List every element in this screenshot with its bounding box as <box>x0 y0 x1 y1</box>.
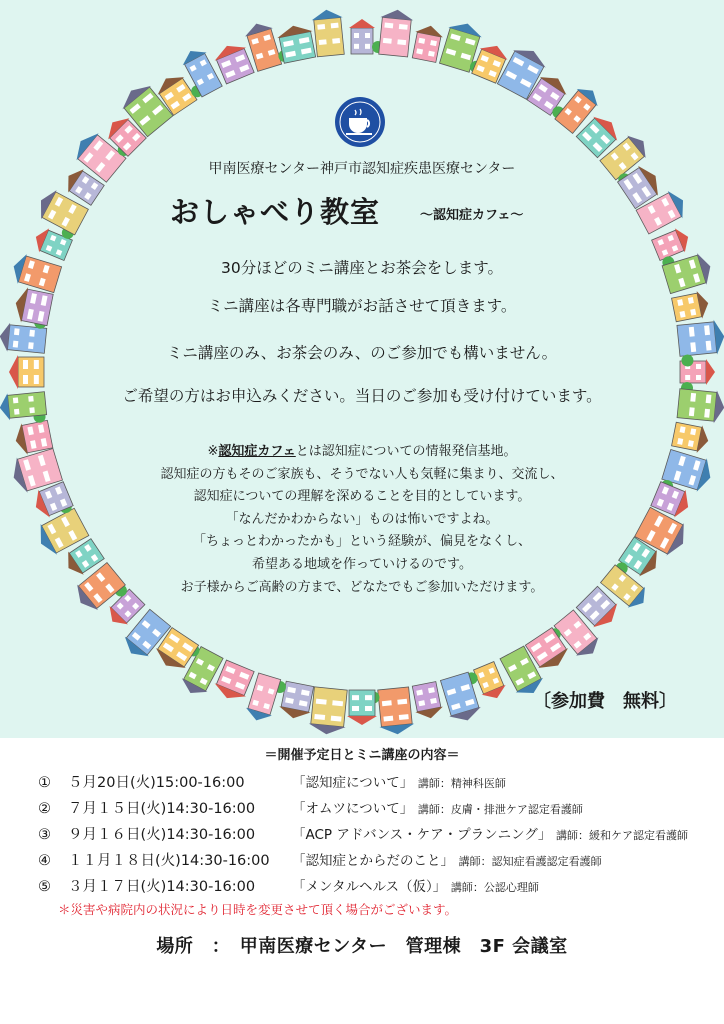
description-line: 「ちょっとわかったかも」という経験が、偏見をなくし、 <box>192 534 531 550</box>
description-line: お子様からご高齢の方まで、どなたでもご参加いただけます。 <box>180 579 544 595</box>
schedule-heading: ＝開催予定日とミニ講座の内容＝ <box>264 748 460 763</box>
cafe-term: 認知症カフェ <box>218 444 296 459</box>
organizer-name: 甲南医療センター神戸市認知症疾患医療センター <box>208 161 516 177</box>
schedule-warning: ＊災害や病院内の状況により日時を変更させて頂く場合がございます。 <box>58 902 458 917</box>
intro-line-2: ミニ講座は各専門職がお話させて頂きます。 <box>207 297 517 315</box>
description-line: 希望ある地域を作っていけるのです。 <box>252 556 472 572</box>
coffee-cup-icon <box>334 96 386 148</box>
page-subtitle: ～認知症カフェ～ <box>420 208 524 223</box>
fee-label: 〔参加費 無料〕 <box>533 691 677 712</box>
schedule-row: ② ７月１５日(火)14:30-16:00 「オムツについて」 講師：皮膚・排泄ケア認定看護師 <box>38 801 583 817</box>
schedule-row: ① ５月20日(火)15:00-16:00 「認知症について」 講師：精神科医師 <box>38 775 506 791</box>
page-title: おしゃべり教室 <box>170 195 381 229</box>
schedule-row: ③ ９月１６日(火)14:30-16:00 「ACP アドバンス・ケア・プランニング」 講師：緩和ケア認定看護師 <box>38 827 689 843</box>
cafe-description <box>0 441 724 599</box>
venue-label: 場所 ： 甲南医療センター 管理棟 3F 会議室 <box>156 936 568 957</box>
description-line-1: ※認知症カフェとは認知症についての情報発信基地。 <box>207 444 517 459</box>
intro-line-3: ミニ講座のみ、お茶会のみ、のご参加でも構いません。 <box>166 344 558 362</box>
description-line: 認知症についての理解を深めることを目的としています。 <box>193 489 531 505</box>
intro-line-1: 30分ほどのミニ講座とお茶会をします。 <box>221 259 503 277</box>
description-line: 認知症の方もそのご家族も、そうでない人も気軽に集まり、交流し、 <box>160 466 564 482</box>
schedule-row: ④ １１月１８日(火)14:30-16:00 「認知症とからだのこと」 講師：認知症看護認定看護師 <box>38 853 602 869</box>
intro-line-4: ご希望の方はお申込みください。当日のご参加も受け付けています。 <box>122 387 602 405</box>
schedule-row: ⑤ ３月１７日(火)14:30-16:00 「メンタルヘルス（仮）」 講師：公認心理師 <box>38 879 539 895</box>
description-line: 「なんだかわからない」ものは怖いですよね。 <box>225 511 499 527</box>
